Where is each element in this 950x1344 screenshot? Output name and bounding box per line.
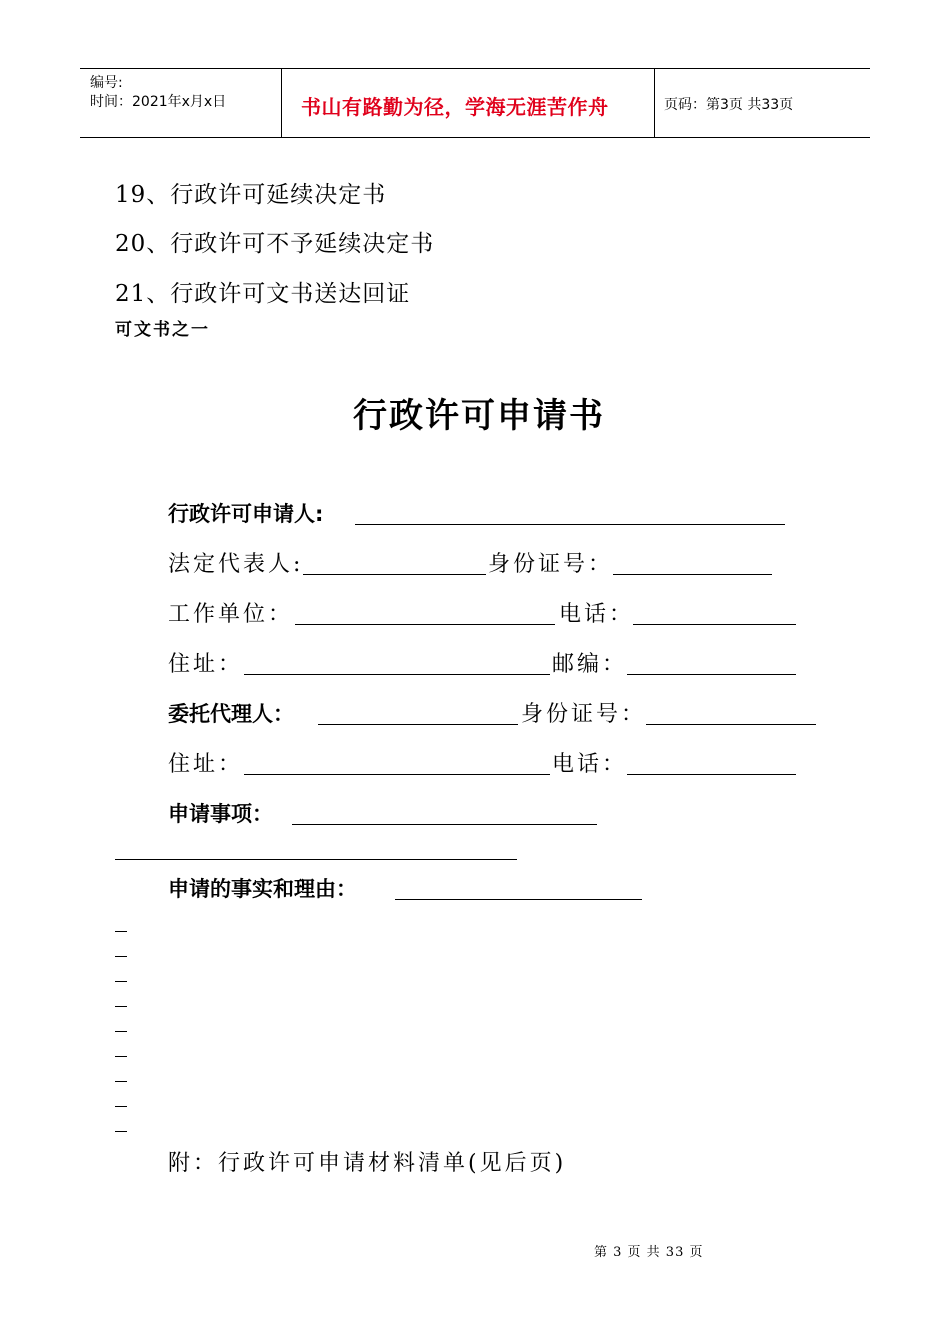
applicant-label: 行政许可申请人: bbox=[168, 502, 324, 526]
header-divider bbox=[654, 69, 655, 137]
doc-number-label: 编号: bbox=[90, 75, 123, 91]
header-page-info: 页码：第3页 共33页 bbox=[664, 97, 794, 113]
dash-line bbox=[115, 956, 127, 957]
address-label: 住址： bbox=[168, 752, 244, 777]
matter-blank bbox=[292, 824, 597, 825]
header-divider bbox=[281, 69, 282, 137]
section-note: 可文书之一 bbox=[115, 320, 210, 340]
facts-blank bbox=[395, 899, 642, 900]
address-label: 住址： bbox=[168, 652, 244, 677]
list-item: 20、行政许可不予延续决定书 bbox=[115, 231, 435, 257]
id-number-blank bbox=[613, 574, 772, 575]
matter-blank-continuation bbox=[115, 859, 517, 860]
id-number-blank bbox=[646, 724, 816, 725]
dash-line bbox=[115, 981, 127, 982]
legal-rep-blank bbox=[303, 574, 486, 575]
matter-label: 申请事项： bbox=[168, 802, 273, 826]
attachment-note: 附：行政许可申请材料清单(见后页) bbox=[168, 1151, 567, 1176]
agent-blank bbox=[318, 724, 518, 725]
page-footer: 第 3 页 共 33 页 bbox=[594, 1245, 704, 1260]
id-number-label: 身份证号： bbox=[488, 552, 614, 577]
postcode-label: 邮编： bbox=[552, 652, 628, 677]
header-table bbox=[80, 68, 870, 138]
postcode-blank bbox=[627, 674, 796, 675]
header-motto: 书山有路勤为径，学海无涯苦作舟 bbox=[301, 95, 609, 119]
doc-time-label: 时间：2021年x月x日 bbox=[90, 94, 227, 110]
workplace-label: 工作单位： bbox=[168, 602, 294, 627]
dash-line bbox=[115, 931, 127, 932]
workplace-blank bbox=[295, 624, 555, 625]
phone-label: 电话： bbox=[559, 602, 635, 627]
dash-line bbox=[115, 1106, 127, 1107]
page-title: 行政许可申请书 bbox=[353, 396, 605, 436]
dash-line bbox=[115, 1031, 127, 1032]
phone-label: 电话： bbox=[552, 752, 628, 777]
address-blank bbox=[244, 774, 550, 775]
agent-label: 委托代理人： bbox=[168, 702, 294, 726]
id-number-label: 身份证号： bbox=[521, 702, 647, 727]
legal-rep-label: 法定代表人: bbox=[168, 552, 304, 577]
address-blank bbox=[244, 674, 550, 675]
list-item: 19、行政许可延续决定书 bbox=[115, 182, 387, 208]
facts-label: 申请的事实和理由： bbox=[168, 877, 357, 901]
dash-line bbox=[115, 1131, 127, 1132]
applicant-blank bbox=[355, 524, 785, 525]
phone-blank bbox=[627, 774, 796, 775]
dash-line bbox=[115, 1006, 127, 1007]
dash-line bbox=[115, 1056, 127, 1057]
phone-blank bbox=[633, 624, 796, 625]
list-item: 21、行政许可文书送达回证 bbox=[115, 281, 411, 307]
dash-line bbox=[115, 1081, 127, 1082]
